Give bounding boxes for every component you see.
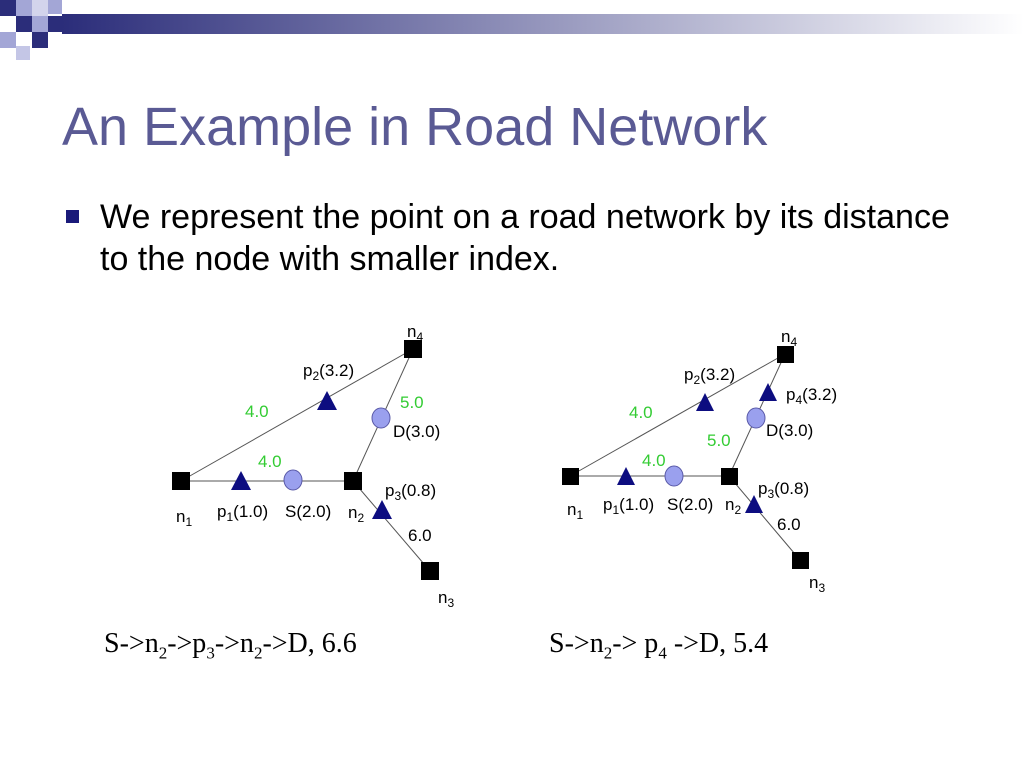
site-d-marker	[747, 408, 765, 428]
header-decoration	[0, 0, 1024, 62]
node-n4-label: $n_4$	[781, 327, 798, 349]
node-n1	[172, 472, 190, 490]
caption-part: S->n	[104, 628, 159, 659]
node-n3	[792, 552, 809, 569]
deco-square	[16, 16, 32, 32]
node-n1-label: $n_1$	[176, 507, 193, 529]
deco-square	[0, 0, 16, 16]
deco-square	[0, 32, 16, 48]
weight-n2-n4: 5.0	[707, 431, 731, 450]
point-p1-label: $p_1(1.0)$	[603, 495, 655, 517]
point-p4-label: $p_4(3.2)$	[786, 385, 838, 407]
point-p3-marker	[372, 500, 392, 519]
node-n1	[562, 468, 579, 485]
weight-n2-n3: 6.0	[408, 526, 432, 545]
bullet-square-icon	[66, 210, 79, 223]
weight-n1-n2: 4.0	[258, 452, 282, 471]
weight-n1-n4: 4.0	[245, 402, 269, 421]
caption-subscript: 2	[603, 643, 613, 663]
weight-n1-n2: 4.0	[642, 451, 666, 470]
header-gradient-bar	[62, 14, 1024, 34]
deco-square	[16, 0, 32, 16]
site-s-marker	[284, 470, 302, 490]
node-n3-label: $n_3$	[809, 573, 826, 595]
caption-part: ->D, 6.6	[262, 628, 357, 659]
deco-square	[48, 16, 62, 32]
point-p4-marker	[759, 383, 777, 401]
node-n3	[421, 562, 439, 580]
caption-part: ->D, 5.4	[666, 628, 769, 659]
site-d-label: D(3.0)	[766, 421, 814, 440]
left-path-caption	[104, 628, 357, 664]
node-n2	[721, 468, 738, 485]
point-p3-label: $p_3(0.8)$	[758, 479, 810, 501]
node-n1-label: $n_1$	[567, 500, 584, 522]
point-p1-label: $p_1(1.0)$	[217, 502, 269, 524]
node-n2	[344, 472, 362, 490]
node-n2-label: $n_2$	[725, 495, 742, 517]
road-network-diagrams	[0, 300, 1024, 620]
site-s-label: S(2.0)	[667, 495, 714, 514]
caption-subscript: 3	[206, 643, 215, 663]
point-p2-label: $p_2(3.2)$	[684, 365, 736, 387]
point-p2-label: $p_2(3.2)$	[303, 361, 355, 383]
caption-subscript: 4	[658, 643, 667, 663]
deco-square	[16, 46, 30, 60]
caption-subscript: 2	[158, 643, 168, 663]
site-d-marker	[372, 408, 390, 428]
right-path-caption	[549, 628, 768, 664]
node-n2-label: $n_2$	[348, 503, 365, 525]
caption-part: ->n	[214, 628, 254, 659]
caption-part: S->n	[549, 628, 604, 659]
deco-square	[32, 0, 48, 16]
caption-part: ->p	[167, 628, 207, 659]
point-p3-label: $p_3(0.8)$	[385, 481, 437, 503]
weight-n2-n4: 5.0	[400, 393, 424, 412]
node-n4-label: $n_4$	[407, 322, 424, 344]
node-n3-label: $n_3$	[438, 588, 455, 610]
site-s-label: S(2.0)	[285, 502, 332, 521]
caption-part: -> p	[612, 628, 659, 659]
right-network	[562, 327, 837, 595]
weight-n1-n4: 4.0	[629, 403, 653, 422]
slide-title: An Example in Road Network	[62, 97, 768, 157]
caption-subscript: 2	[253, 643, 263, 663]
left-network	[172, 322, 454, 610]
deco-square	[32, 32, 48, 48]
site-d-label: D(3.0)	[393, 422, 441, 441]
deco-square	[32, 16, 48, 32]
weight-n2-n3: 6.0	[777, 515, 801, 534]
bullet-text: We represent the point on a road network by its distance to the node with smaller index.	[100, 198, 950, 278]
deco-square	[48, 0, 62, 14]
site-s-marker	[665, 466, 683, 486]
